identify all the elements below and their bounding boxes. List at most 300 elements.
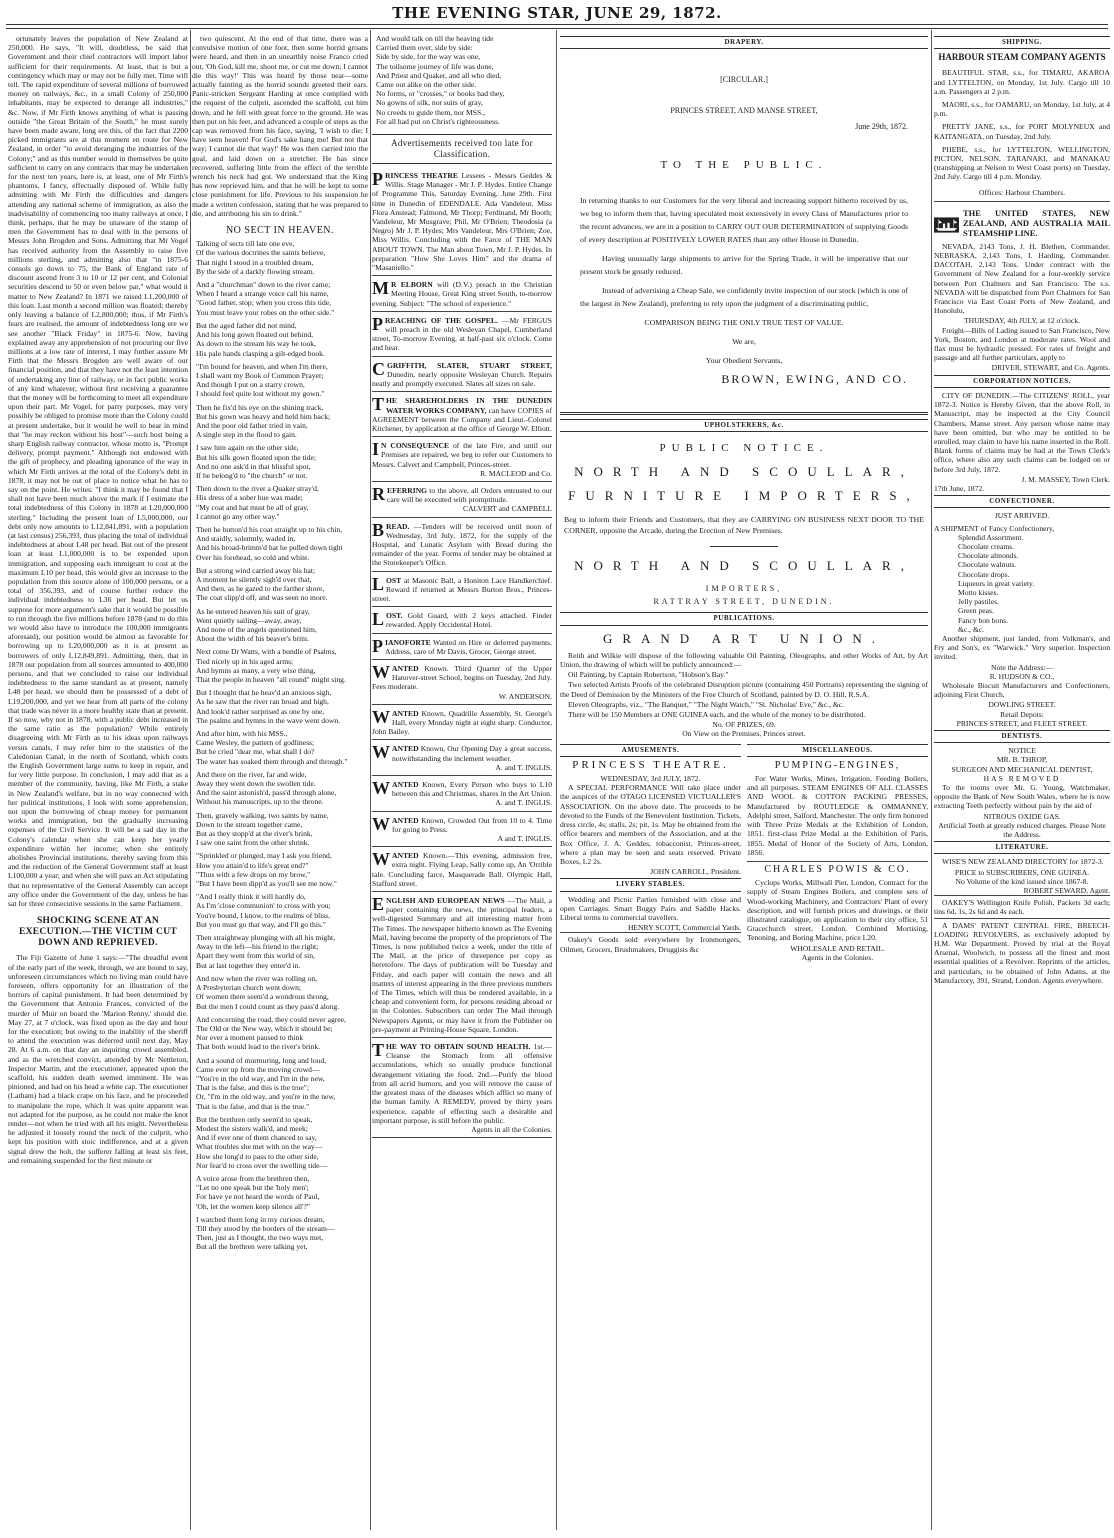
poem-line: And his broad-brimm'd hat he pulled down tight bbox=[196, 543, 343, 553]
poem-line: The water has soaked them through and through." bbox=[196, 756, 348, 766]
poem-line: "Let no one speak but the 'holy men'; bbox=[196, 1183, 309, 1193]
poem-line: That both would lead to the river's brink. bbox=[196, 1042, 321, 1052]
us-line-more: Freight—Bills of Lading issued to San Francisco, New York, Boston, and London at moderate rates. Wool and flax must be hydraulic pressed. For rates of freight and passage and all further particulars, apply to bbox=[934, 325, 1110, 363]
pumping-body: For Water Works, Mines, Irrigation, Feeding Boilers, and all purposes. STEAM ENGINES OF ALL CLASSES AND WOOL & COTTON PACKING PRESSES, Manufactured by ROUTLEDGE & OMMANNEY, Adelphi street, Salford, Manchester. The only firm honored with Three Prize Medals at the Exhibition of London, 1851. first-class Prize Medal at the Exhibition of Paris, 1855. Medal of Honor of the Society of Arts, London, 1856. bbox=[747, 774, 928, 857]
poem-stanza bbox=[192, 688, 368, 725]
poem-line: And staidly, solemnly, waded in, bbox=[196, 534, 296, 544]
poem-stanza bbox=[192, 933, 368, 970]
column-1 bbox=[8, 34, 188, 1534]
drapery-comparison: COMPARISON BEING THE ONLY TRUE TEST OF VALUE. bbox=[644, 318, 844, 328]
masthead-rule bbox=[6, 24, 1108, 25]
ad-signature: R. MACLEOD and Co. bbox=[480, 468, 552, 478]
drop-cap: T bbox=[372, 1040, 385, 1061]
poem-line: And Priest and Quaker, and all who died, bbox=[376, 70, 502, 80]
drop-cap: C bbox=[372, 358, 385, 379]
bottom-ads-row bbox=[560, 742, 928, 962]
drop-cap: P bbox=[372, 169, 383, 190]
north-scoullar-title-2: NORTH AND SCOULLAR, bbox=[574, 557, 914, 573]
poem-line: But all the brethren were talking yet, bbox=[196, 1242, 308, 1252]
classified-ad bbox=[372, 1039, 552, 1138]
poem-line: A single step in the flood to gain. bbox=[196, 430, 297, 440]
livery-body: Wedding and Picnic Parties furnished with close and open Carriages. Smart Buggy Pairs and Saddle Hacks. Liberal terms to commercial travellers. bbox=[560, 894, 741, 922]
poem-line: And his long gown floated out behind, bbox=[196, 330, 314, 340]
poem-line: As down to the stream his way he took, bbox=[196, 339, 317, 349]
classified-ad bbox=[372, 573, 552, 608]
dentist-gas: NITROUS OXIDE GAS. bbox=[983, 811, 1061, 821]
poem-ending bbox=[372, 34, 552, 126]
agents-label: Agents in the Colonies. bbox=[801, 952, 874, 962]
ad-body: Wanted on Hire or deferred payments. Address, care of Mr Davis, Grocer, George street. bbox=[385, 637, 552, 656]
art-union-paragraph: There will be 150 Members at ONE GUINEA each, and the whole of the money to be distributed. bbox=[568, 710, 866, 720]
ship-listing: BEAUTIFUL STAR, s.s., for TIMARU, AKAROA and LYTTELTON, on Monday, 1st July. Cargo till 10 a.m. Passengers at 2 p.m. bbox=[934, 68, 1110, 96]
ad-body: Known, Every Person who buys to L10 between this and Christmas, shares in the Art Union. bbox=[392, 780, 552, 799]
ad-title: ANTED bbox=[392, 663, 419, 673]
drop-cap: B bbox=[372, 519, 385, 540]
poem-stanza bbox=[192, 851, 368, 888]
powis-body: Cyclops Works, Millwall Pier, London, Contract for the supply of Steam Engines Boilers, and complete sets of Wood-working Machinery, and Contractors' Plant of every description, and will furnish prices and drawings, or their illustrated catalogue, on application to their city office, 51 Gracechurch street, London. Combined Mortising, Tenoning, and Boring Machine, price L20. bbox=[747, 878, 928, 943]
princes-fleet: PRINCES STREET, and FLEET STREET. bbox=[956, 718, 1088, 728]
late-ads-heading: Advertisements received too late for Classification. bbox=[372, 134, 552, 164]
art-union-title: GRAND ART UNION. bbox=[602, 630, 886, 646]
column-5 bbox=[934, 34, 1110, 1534]
theatre-signature: JOHN CARROLL, President. bbox=[650, 867, 741, 877]
poem-line: Over his forehead, so cold and white. bbox=[196, 552, 310, 562]
drop-cap: I bbox=[372, 439, 380, 460]
drapery-to-public: TO THE PUBLIC. bbox=[660, 158, 828, 171]
poem-line: Came ever up from the moving crowd— bbox=[196, 1064, 320, 1074]
poem-line: Talking of sects till late one eve, bbox=[196, 239, 295, 249]
poem-line: For have ye not heard the words of Paul, bbox=[196, 1192, 320, 1202]
late-ads-list bbox=[372, 168, 552, 1138]
poem-stanza bbox=[192, 892, 368, 929]
poem-line: And the poor old father tried in vain, bbox=[196, 420, 308, 430]
drapery-paragraph: Instead of advertising a Cheap Sale, we confidently invite inspection of our stock (which is one of the largest in New Zealand), preferring to rely upon the judgment of a discriminating public, bbox=[580, 286, 908, 309]
drop-cap: R bbox=[372, 483, 385, 504]
poem-line: But the aged father did not mind, bbox=[196, 320, 297, 330]
section-head-livery: LIVERY STABLES. bbox=[560, 878, 741, 891]
poem-line: No forms, or "crosses," or books had they, bbox=[376, 89, 505, 99]
classified-ad bbox=[372, 519, 552, 572]
poem-line: "I'm bound for heaven, and when I'm there, bbox=[196, 361, 328, 371]
section-head-miscellaneous: MISCELLANEOUS. bbox=[747, 744, 928, 757]
poem-line: And hymns as many, a very wise thing, bbox=[196, 665, 316, 675]
poem-line: Then, just as I thought, the two ways met, bbox=[196, 1233, 324, 1243]
drapery-paragraph: Having unusually large shipments to arrive for the Spring Trade, it will be imperative that our present stock be greatly reduced. bbox=[580, 254, 908, 277]
art-union-paragraph: Reith and Wilkie will dispose of the following valuable Oil Painting, Oleographs, and other Works of Art, by Art Union, the drawing of which will be publicly announced:— bbox=[560, 650, 928, 670]
column-divider bbox=[370, 30, 371, 1530]
confectionery-item: Chocolate drops. bbox=[958, 569, 1010, 579]
poem-line: "Thus with a few drops on my brow," bbox=[196, 869, 311, 879]
masthead: THE EVENING STAR, JUNE 29, 1872. bbox=[392, 4, 722, 22]
poem-line: And if ever one of them chanced to say, bbox=[196, 1133, 317, 1143]
article-paragraph: ortunately leaves the population of New Zealand at 250,000. He says, "It will, doubtless, be said that Government and their chief contractors will import labor sufficient for their requirements. At least, that is but a contingency which may or may not be fully met. Time will tell. The rapid expenditure of several millions of borrowed money on railways, &c., in a small Colony of 250,000 inhabitants, may be expected to derange all industries," &c. Now, if Mr Firth knows anything of what is passing outside "the Great Britain of the South," he must surely have been made aware, long ere this, of the fact that 2200 picked immigrants are at this moment en route for New Zealand, in order "to avoid deranging the industries of the Colony;" and as this number would in themselves be quite sufficient to carry on any contracts that may be undertaken for the next ten years, here is, at least, one of Mr Firth's phantoms, I fancy, effectually disposed of. While fully admitting with Mr Firth the difficulties and dangers attending any national scheme of immigration, as also the inadvisability of commencing too many railways at once, I think, perhaps, that he may be unaware of the stamp of men the Government has to deal with in the persons of Messrs John Brogden and Sons. Admitting that Mr Vogel has received authority from the Assembly to raise five millions sterling, and admitting also that "in 1875-6 consols go down to 75, the Bank of England rate of discount ascend from 3 to 10 or 12 per cent, and Colonial securities descend to 50 or even below par," what would it matter to New Zealand? In 1871 we raised L1,200,000 of this loan. Last month a second million was floated; thereby only leaving a balance of L2,800,000; thus, if Mr Firth's fears are realised, the amount of indebtedness long ere we see another "Black Friday" in 1875-6. Now, having explained away any apprehension of not procuring our five millions at a low rate of interest, I may further assure Mr Firth that the Messrs Brogden are well aware of our financial position, and that they have not the least intention of undertaking any line of railway, or in fact public works of any kind whatever, without first receiving a guarantee that the money will be forthcoming to meet all expenditure upon their part. Mr Vogel, for party purposes, may very possibly be obliged to promise more than the Colony could at present undertake, but it would be well to bear in mind that "he may reckon without his host"—such host being a sharp English railway contractor, whose motto is, "Prompt delivery, prompt payment." Although not endowed with the gift of prophecy, and pleading ignorance of the way in which Mr Firth arrives at the total of the Colony's debt in 1878, it may not be out of place to notice what he has to say on the point. He writes: "I think it may be found that I shall not have been much above the mark if I estimate the total indebtedness of this Colony in 1878 at L20,000,000 sterling." Including the present loan of L5,000,000, our debt only now amounts to L12,841,891, with a population (at last census) 256,393, thus placing the total of individual indebtedness at about L48 per head. But out of the present loan at least L1,000,000 is to be expended upon immigration, and supposing each immigrant to cost at the maximum L10 per head, this would give an increase to the population from this source alone of 100,000 persons, or a total of 356,393, and of course further reduce the individual indebtedness to L36 per head. But let us suppose for more argument's sake that it would be possible to run through the five millions before 1878 (and to do this we would also have to introduce the 100,000 immigrants aforesaid), our position would be almost as favorable for borrowing up to L20,000,000 as it is at present as borrowers of only L12,849,891. Admitting, then, that in 1878 our population from all sources amounted to 400,000 persons, and that we concluded to raise our individual indebtedness to the same standard as at present, namely L48 per head, we should then be possessed of a debt of L19,200,000, and yet we hear from all parts of the colony that trade was never in a more healthy state than at present. If so now, why not in 1878, with a public debt increased in the same ratio as the population? While entirely disagreeing with Mr Firth as to his ideas upon railways versus canals, I may refer him to the statistics of the Caledonian Canal, in the north of Scotland, which costs the English Government large sums to keep in repair, and for very little purpose. In conclusion, I may add that as a member of the community, having, like Mr Firth, a stake in New Zealand's welfare, but in no way connected with her political institutions, I look with some apprehension, not upon the borrowing of cheap money for permanent works and immigration, but the gradually increasing expenses of the Civil Service. It will be a sad day in the Colony's calendar when she can keep her yearly expenditure within her income; when she entirely abolishes Provincial institutions, thereby saving from this and the reduction of the General Government staff at least L100,000 a year; and when she will pass an Act stipulating that no representative of the General Assembly can accept any office under the Government of the day, unless he has sat for three consecutive sessions in the same Parliament. bbox=[8, 34, 188, 909]
short-rule bbox=[710, 546, 778, 547]
ad-title: ANTED bbox=[392, 780, 419, 789]
ad-title: OST bbox=[386, 575, 402, 585]
poem-line: "Sprinkled or plunged, may I ask you friend, bbox=[196, 851, 332, 861]
steamship-icon bbox=[934, 208, 959, 242]
poem-stanza bbox=[192, 321, 368, 358]
poem-line: But his silk gown floated upon the tide; bbox=[196, 452, 317, 462]
confectionery-item: Chocolate walnuts. bbox=[958, 560, 1017, 570]
poem-line: What troubles she met with on the way— bbox=[196, 1142, 323, 1152]
poem-stanza bbox=[192, 362, 368, 399]
poem-line: But I thought that he heav'd an anxious sigh, bbox=[196, 688, 332, 698]
hudson-name: R. HUDSON & CO., bbox=[989, 671, 1055, 681]
ad-body: will (D.V.) preach in the Christian Meeting House, Great King street South, to-morrow evening. Subject: "The school of experience." bbox=[372, 280, 552, 308]
ad-title: HE WAY TO OBTAIN SOUND HEALTH. bbox=[386, 1042, 531, 1052]
circular-label: [CIRCULAR.] bbox=[720, 75, 768, 85]
poem-line: A moment he silently sigh'd over that, bbox=[196, 574, 312, 584]
section-head-amusements: AMUSEMENTS. bbox=[560, 744, 741, 757]
section-head-shipping: SHIPPING. bbox=[934, 36, 1110, 49]
us-line-signature: DRIVER, STEWART, and Co. Agents. bbox=[991, 363, 1110, 373]
ad-title: READ. bbox=[386, 521, 410, 531]
ad-body: —Mr FERGUS will preach in the old Wesleyan Chapel, Cumberland street, To-morrow Evening, at half-past six o'clock. Come and hear. bbox=[372, 315, 552, 353]
drop-cap: W bbox=[372, 813, 390, 834]
ad-title: IANOFORTE bbox=[385, 637, 431, 647]
drop-cap: W bbox=[372, 742, 390, 763]
poem-line: Or, "I'm in the old way, and you're in the new, bbox=[196, 1092, 336, 1102]
poem-line: Of women there seem'd a wondrous throng, bbox=[196, 992, 329, 1002]
art-union-paragraph: Eleven Oleographs, viz., "The Banquet," "The Night Watch," "St. Nicholas' Eve," &c., &c. bbox=[568, 699, 845, 709]
poem-line: "My coat and hat must be all of gray, bbox=[196, 502, 309, 512]
ad-title: ANTED bbox=[392, 708, 419, 718]
poem-line: "You're in the old way, and I'm in the new, bbox=[196, 1073, 325, 1083]
classified-ad bbox=[372, 813, 552, 848]
poem-line: And a "churchman" down to the river came; bbox=[196, 280, 331, 290]
classified-ad bbox=[372, 313, 552, 357]
oakey-polish-ad: OAKEY'S Wellington Knife Polish, Packets 3d each; tins 6d, 1s, 2s 6d and 4s each. bbox=[934, 895, 1110, 916]
dentist-body: To the rooms over Mr. G. Young, Watchmaker, opposite the Bank of New South Wales, where he is now extracting Teeth perfectly without pain by the aid of bbox=[934, 783, 1110, 811]
ad-signature: A. and T. INGLIS. bbox=[495, 798, 552, 808]
poem-line: Till they stood by the borders of the stream— bbox=[196, 1223, 335, 1233]
confectionery-item: Fancy bon bons. bbox=[958, 615, 1008, 625]
ad-signature: A and T. INGLIS. bbox=[497, 834, 552, 844]
shipment-line: A SHIPMENT of Fancy Confectionery, bbox=[934, 523, 1055, 533]
drop-cap: M bbox=[372, 278, 389, 299]
classified-ad bbox=[372, 848, 552, 892]
poem-line: Away they went down the swollen tide. bbox=[196, 779, 316, 789]
offices-label: Offices: Harbour Chambers. bbox=[934, 188, 1110, 202]
poem-line: I saw him again on the other side, bbox=[196, 443, 299, 453]
poem-line: But at last together they enter'd in. bbox=[196, 960, 301, 970]
poem-line: And would talk on till the heaving tide bbox=[376, 34, 494, 43]
confectionery-item: Jelly pastiles. bbox=[958, 597, 999, 607]
poem-stanza bbox=[192, 607, 368, 644]
poem-stanza bbox=[192, 1056, 368, 1111]
poem-stanza bbox=[192, 403, 368, 440]
ad-body: Dunedin, nearly opposite Wesleyan Church. Repairs neatly and promptly executed. Slates all sizes on sale. bbox=[372, 369, 552, 389]
ad-body: Known, Crowded Out from 10 to 4. Time for going to Press. bbox=[392, 815, 552, 834]
drop-cap: T bbox=[372, 394, 385, 415]
poem-stanza bbox=[192, 974, 368, 1011]
poem-line: Then he button'd his coat straight up to his chin, bbox=[196, 524, 343, 534]
ad-title: ANTED bbox=[392, 851, 419, 861]
poem-line: Away to the left—his friend to the right; bbox=[196, 942, 319, 952]
poem-line: The toilsome journey of life was done, bbox=[376, 61, 494, 71]
drapery-body bbox=[560, 194, 928, 386]
section-head-publications: PUBLICATIONS. bbox=[560, 612, 928, 625]
livery-signature: HENRY SCOTT, Commercial Yards. bbox=[627, 923, 741, 933]
ad-body: Gold Guard, with 2 keys attached. Finder rewarded. Apply Occidental Hotel. bbox=[386, 611, 552, 630]
classified-ad bbox=[372, 438, 552, 482]
corporation-date: 17th June, 1872. bbox=[934, 483, 985, 493]
poem-line: Then, gravely walking, two saints by name, bbox=[196, 810, 329, 820]
poem-line: Next come Dr Watts, with a bundle of Psalms, bbox=[196, 647, 337, 657]
section-head-drapery: DRAPERY. bbox=[560, 36, 928, 49]
poem-line: The Old or the New way, which it should be; bbox=[196, 1023, 333, 1033]
ad-title: EFERRING bbox=[387, 485, 428, 495]
poem-line: But the brethren only seem'd to speak, bbox=[196, 1114, 313, 1124]
another-shipment: Another shipment, just landed, from Volkman's, and Fry and Son's, ex "Warwick." Very superior. Inspection invited. bbox=[934, 633, 1110, 662]
ad-title: GRIFFITH, SLATER, STUART STREET, bbox=[387, 360, 552, 370]
poem-line: And no one ask'd in that blissful spot, bbox=[196, 461, 311, 471]
art-union-paragraph: Two selected Artists Proofs of the celebrated Disruption picture (containing 450 Portraits) representing the signing of the Deed of Demission by the Ministers of the Free Church of Scotland, painted by D. O. Hill, R.S.A. bbox=[560, 680, 928, 699]
poem-stanza bbox=[192, 239, 368, 276]
poem-line: I shall want my Book of Common Prayer; bbox=[196, 370, 324, 380]
poem-stanza bbox=[192, 647, 368, 684]
confectionery-item: Liqueurs in great variety. bbox=[958, 578, 1035, 588]
poem-line: Went quietly sailing—away, away, bbox=[196, 615, 302, 625]
art-union-view: On View on the Premises, Princes street. bbox=[682, 729, 806, 739]
ad-body: Known, Our Opening Day a great success, notwithstanding the inclement weather. bbox=[392, 744, 552, 763]
ad-body: —The Mail, a paper containing the news, the principal leaders, a well-digested Summary and all interesting matter from The Times. The newspaper hitherto known as The Evening Mail, having become the property of the proprietors of The Times, is now published twice a week, under the title of The Mail, at the price of threepence per copy as heretofore. The days of publication will be Tuesday and Friday, and each paper will contain the news and all matters of interest appearing in the three previous numbers of The Times, which will thus be rendered available, in a cheap and convenient form, for persons residing abroad or in the Colonies. Subscribers can order The Mail through Newspapers Agents, or may have it from the Publisher on pre-payment at Printing-House Square, London. bbox=[372, 896, 552, 1034]
poem-line: 'Oh, let the women keep silence all'?" bbox=[196, 1201, 311, 1211]
ship-listing: PHEBE, s.s., for LYTTELTON, WELLINGTON, PICTON, NELSON, TARANAKI, and MANAKAU (transhipping at Nelson to West Coast ports) on Tuesday, 2nd July. Cargo till 4 p.m. Monday. bbox=[934, 144, 1110, 182]
dentist-art: Artificial Teeth at greatly reduced charges. Please Note the Address. bbox=[938, 820, 1106, 840]
ad-body: Known, Quadrille Assembly, St. George's Hall, every Monday night at eight sharp. Conductor, John Bailey. bbox=[372, 708, 552, 737]
column-divider bbox=[931, 30, 932, 1530]
us-line-body: NEVADA, 2143 Tons, J. H. Blethen, Commander. NEBRASKA, 2,143 Tons, I. Harding, Commander. DACOTAH, 2,143 Tons. Under contract with the Government of New Zealand for a four-weekly service between Port Chalmers and San Francisco. The s.s. NEVADA will be dispatched from Port Chalmers for San Francisco via East Coast Ports of New Zealand, and Honolulu, bbox=[934, 241, 1110, 316]
poem-line: But the men I could count as they pass'd along. bbox=[196, 1001, 340, 1011]
poem-line: Tied nicely up in his aged arms; bbox=[196, 656, 294, 666]
poem-line: But his gown was heavy and held him back; bbox=[196, 411, 331, 421]
theatre-title: PRINCESS THEATRE. bbox=[572, 758, 729, 771]
poem-stanza bbox=[192, 1174, 368, 1211]
furniture-importers-title: FURNITURE IMPORTERS, bbox=[568, 487, 920, 503]
poem-line: That is the false, and this is the true"; bbox=[196, 1083, 309, 1093]
ad-title: REACHING OF THE GOSPEL. bbox=[385, 315, 498, 325]
ad-title: R ELBORN bbox=[391, 280, 433, 290]
ad-title: OST. bbox=[386, 611, 403, 621]
poem-line: By the side of a darkly flowing stream. bbox=[196, 266, 315, 276]
poem-line: And look'd rather surprised as one by one, bbox=[196, 706, 325, 716]
poem-line: "And I really think it will hardly do, bbox=[196, 892, 306, 902]
poem-stanza bbox=[192, 1115, 368, 1170]
poem-line: And the saint astonish'd, pass'd through alone, bbox=[196, 788, 337, 798]
ad-body: 1st.—Cleanse the Stomach from all offensive accumulations, which so usually produce functional derangement vitiating the food. 2nd.—Purify the blood from all acrid humors, and you will remove the cause of the greatest mass of the diseases which afflict so many of the human family. A REMEDY, proved by thirty years experience, capable of effecting such a desirable and important purpose, is still before the public. bbox=[372, 1042, 552, 1125]
poem-line: For all had put on Christ's righteousness. bbox=[376, 116, 500, 126]
poem-line: When I heard a strange voice call his name, bbox=[196, 289, 329, 299]
ad-body: —Tenders will be received until noon of Wednesday, 3rd July, 1872, for the supply of the Hospital, and Lunatic Asylum with Bread during the remainder of the year. Forms of tender may be obtained at the Storekeeper's Office. bbox=[372, 521, 552, 568]
masthead-rule-2 bbox=[6, 28, 1108, 29]
poem-line: As I'm 'close communion' to cross with you; bbox=[196, 901, 331, 911]
poem-line: Down to the stream together came, bbox=[196, 819, 303, 829]
classified-ad bbox=[372, 277, 552, 312]
classified-ad bbox=[372, 706, 552, 741]
article-paragraph: two quiescent. At the end of that time, there was a convulsive motion of one foot, then some horrid groans were heard, and then in an unearthly noise Franco cried out, 'Oh God, kill me, shoot me, or cut me down; I cannot die this way!' This was heard by those near—some actually fainting as the horrid sounds greeted their ears. Panic-stricken Sergeant Harding at once complied with the request of the culprit, ascended the scaffold, cut him down, and he fell with great force to the ground. He was then put on his feet, and advanced a couple of steps as the cap was removed from his face, saying, 'I wish to die; I have seen heaven! For God's sake hang me! But not that way; I cannot die that way!' He was then carried into the goal, and laid down on a stretcher. He has since recovered, suffering little from the effect of the terrible wrench his neck had got. We understand that the King has now reprieved him, and that he will be kept to some close punishment for life. Previous to his suspension he made a written confession, stating that he was prepared to die, and attributing his sin to drink." bbox=[192, 34, 368, 218]
poem-stanza bbox=[192, 443, 368, 480]
poem-line: Nor ever a moment paused to think bbox=[196, 1033, 304, 1043]
poem-body bbox=[192, 239, 368, 1251]
poem-line: But a strong wind carried away his hat; bbox=[196, 565, 316, 575]
ship-listing: MAORI, s.s., for OAMARU, on Monday, 1st July, at 4 p.m. bbox=[934, 100, 1110, 119]
adams-revolvers-ad: A DAMS' PATENT CENTRAL FIRE, BREECH-LOADING REVOLVERS, as exclusively adopted by H.M. War Department. Proved by trial at the Royal Arsenal, Woolwich, to possess all the finest and most essential qualities of a Revolver. Reprints of the articles, and particulars, to be obtained of John Adams, at the Manufactory, 391, Strand, London. Agents everywhere. bbox=[934, 918, 1110, 985]
classified-ad bbox=[372, 777, 552, 812]
ad-signature: A. and T. INGLIS. bbox=[495, 762, 552, 772]
poem-line: Apart they went from this world of sin, bbox=[196, 951, 315, 961]
poem-line: Came Wesley, the pattern of godliness; bbox=[196, 738, 315, 748]
column-3 bbox=[372, 34, 552, 1534]
drop-cap: W bbox=[372, 706, 390, 727]
poem-line: And after him, with his MSS., bbox=[196, 729, 288, 739]
classified-ad bbox=[372, 893, 552, 1038]
poem-stanza bbox=[192, 1015, 368, 1052]
poem-line: Carried them over, side by side: bbox=[376, 43, 473, 53]
poem-line: No creeds to guide them, nor MSS., bbox=[376, 107, 486, 117]
ad-title: NGLISH AND EUROPEAN NEWS bbox=[386, 896, 505, 906]
poem-stanza bbox=[192, 280, 368, 317]
section-head-dentists: DENTISTS. bbox=[934, 730, 1110, 743]
drop-cap: L bbox=[372, 573, 385, 594]
poem-stanza bbox=[192, 484, 368, 521]
ad-title: HE SHAREHOLDERS IN THE DUNEDIN WATER WORKS COMPANY, bbox=[386, 396, 552, 415]
art-union-prizes: No. OF PRIZES, 69. bbox=[712, 720, 776, 730]
drapery-date: June 29th, 1872. bbox=[855, 121, 908, 131]
classified-ad bbox=[372, 393, 552, 437]
amusements-column bbox=[560, 742, 741, 962]
poem-line: Nor fear'd to cross over the swelling tide— bbox=[196, 1160, 328, 1170]
poem-line: I saw one saint from the other shrink. bbox=[196, 838, 310, 848]
ad-signature: CALVERT and CAMPBELL bbox=[463, 504, 552, 514]
drop-cap: L bbox=[372, 609, 385, 630]
dentist-title: SURGEON AND MECHANICAL DENTIST, bbox=[951, 764, 1093, 774]
poem-line: A Presbyterian church went down; bbox=[196, 983, 302, 993]
classified-ad bbox=[372, 168, 552, 276]
ad-title: ANTED bbox=[392, 744, 419, 754]
poem-line: If he belong'd to "the church" or not. bbox=[196, 470, 308, 480]
poem-line: His pale hands clasping a gilt-edged book. bbox=[196, 348, 325, 358]
column-4 bbox=[560, 34, 928, 1534]
poem-stanza bbox=[192, 525, 368, 562]
poem-line: Came out alike on the other side. bbox=[376, 80, 477, 90]
poem-line: Of the various doctrines the saints believe, bbox=[196, 248, 326, 258]
column-divider bbox=[556, 30, 557, 1530]
poem-line: And then, as he gazed to the farther shore, bbox=[196, 584, 325, 594]
poem-stanza bbox=[192, 1215, 368, 1252]
poem-line: Modest the sisters walk'd, and meek; bbox=[196, 1123, 308, 1133]
wise-directory: WISE'S NEW ZEALAND DIRECTORY for 1872-3. bbox=[942, 857, 1104, 867]
corporation-signature: J. M. MASSEY, Town Clerk. bbox=[1021, 474, 1110, 484]
poem-line: I watched them long in my curious dream, bbox=[196, 1214, 325, 1224]
drapery-address: PRINCES STREET, AND MANSE STREET, bbox=[670, 106, 818, 116]
column-2 bbox=[192, 34, 368, 1534]
confectionery-item: &c., &c. bbox=[958, 624, 985, 634]
poem-line: And a sound of murmuring, long and loud, bbox=[196, 1055, 327, 1065]
poem-line: How you attain'd to life's great end?" bbox=[196, 860, 309, 870]
poem-line: And concerning the road, they could never agree, bbox=[196, 1014, 346, 1024]
wholesale-label: WHOLESALE AND RETAIL. bbox=[790, 943, 885, 953]
ad-body: of the late Fire, and until our Premises are repaired, we beg to refer our Customers to Messrs. Calvert and Campbell, Princes-street. bbox=[372, 441, 552, 469]
classified-ad bbox=[372, 661, 552, 705]
section-head-corporation: CORPORATION NOTICES. bbox=[934, 375, 1110, 388]
harbour-heading: HARBOUR STEAM COMPANY AGENTS bbox=[938, 52, 1106, 63]
poem-line: But you must go that way, and I'll go this." bbox=[196, 919, 326, 929]
us-line-date: THURSDAY, 4th JULY, at 12 o'clock. bbox=[963, 316, 1081, 326]
ad-body: at Masonic Ball, a Honiton Lace Handkerchief. Reward if returned at Messrs Burton Bros., Princes-street. bbox=[372, 575, 552, 603]
theatre-date: WEDNESDAY, 3rd JULY, 1872. bbox=[600, 774, 701, 784]
ad-title: N CONSEQUENCE bbox=[381, 441, 450, 451]
drapery-paragraph: In returning thanks to our Customers for the very liberal and increasing support hitherto received by us, we beg to inform them that, having speculated most extensively in every Class of Manufactures prior to the recent advances, we are in a position to CARRY OUT OUR DETERMINATION of supplying Goods of every description at POSITIVELY LOWER RATES than any other House in Dunedin. bbox=[580, 196, 908, 245]
poem-line: Without his manuscripts, up to the throne. bbox=[196, 797, 324, 807]
dentist-notice: NOTICE bbox=[1008, 746, 1036, 756]
theatre-body: A SPECIAL PERFORMANCE Will take place under the auspices of the OTAGO LICENSED VICTUALLER'S ASSOCIATION. On the above date. The proceeds to be devoted to the Funds of the Benevolent Institution. Tickets, dress circle, 4s; stalls, 2s; pit, 1s. May be obtained from the office bearers and members of the Association, and at the Box Office, J. A. Geddes, tobacconist, Princes-street, where a plan may be seen and seats reserved. Private Boxes, L2 2s. bbox=[560, 783, 741, 866]
just-arrived: JUST ARRIVED. bbox=[994, 511, 1050, 521]
poem-line: Side by side, for the way was one, bbox=[376, 52, 480, 62]
poem-line: As he saw that the river ran broad and high, bbox=[196, 697, 329, 707]
article-headline: SHOCKING SCENE AT AN EXECUTION.—THE VICTIM CUT DOWN AND REPRIEVED. bbox=[18, 916, 178, 949]
drop-cap: P bbox=[372, 313, 383, 334]
retail-depots: Retail Depots: bbox=[1000, 709, 1044, 719]
classified-ad bbox=[372, 635, 552, 660]
section-head-upholsterers: UPHOLSTERERS, &c. bbox=[560, 419, 928, 432]
ad-body: Known. Third Quarter of the Upper Hanover-street School, begins on Tuesday, 2nd July. Fees moderate. bbox=[372, 663, 552, 692]
dentist-removed: HAS REMOVED bbox=[983, 773, 1061, 783]
poem-line: And none of the angels questioned him, bbox=[196, 624, 317, 634]
rattray-street-label: RATTRAY STREET, DUNEDIN. bbox=[653, 597, 835, 607]
poem-line: Then down to the river a Quaker stray'd, bbox=[196, 484, 319, 494]
poem-line: The coat slipp'd off, and was seen no more. bbox=[196, 593, 328, 603]
poem-line: That night I stood in a troubled dream, bbox=[196, 257, 314, 267]
ad-signature: Agents in all the Colonies. bbox=[471, 1124, 552, 1134]
ad-body: Known.—This evening, admission free, extra night. Flying Leap, Sally come up, An 'Orrible tale. Concluding farce, Masquerade Ball. Olympic Hall, Stafford street. bbox=[372, 851, 552, 888]
art-union-paragraph: Oil Painting, by Captain Robertson, "Hobson's Bay." bbox=[568, 670, 729, 680]
confectionery-item: Chocolate almonds. bbox=[958, 551, 1019, 561]
hudson-body: Wholesale Biscuit Manufacturers and Confectioners, adjoining First Church, bbox=[934, 680, 1110, 700]
poem-line: But he cried "dear me, what shall I do? bbox=[196, 747, 315, 757]
poem-line: Then he fix'd his eye on the shining track, bbox=[196, 402, 324, 412]
poem-line: That is the false, and that is the true." bbox=[196, 1101, 310, 1111]
pumping-title: PUMPING-ENGINES, bbox=[774, 759, 901, 771]
confectionery-item: Green peas. bbox=[958, 606, 994, 616]
drapery-we-are: We are, bbox=[732, 337, 756, 347]
section-rule bbox=[560, 412, 928, 415]
classified-ad bbox=[372, 741, 552, 776]
poem-line: "But I have been dipp'd as you'll see me now." bbox=[196, 879, 337, 889]
poem-line: Then straightway plunging with all his might, bbox=[196, 933, 335, 943]
dentist-name: MR. B. THROP, bbox=[996, 755, 1048, 765]
classified-ad bbox=[372, 358, 552, 393]
drapery-signature: BROWN, EWING, AND CO. bbox=[721, 372, 908, 387]
poem-line: As he entered heaven his suit of gray, bbox=[196, 606, 310, 616]
poem-line: You must leave your robes on the other side." bbox=[196, 307, 335, 317]
section-head-literature: LITERATURE. bbox=[934, 841, 1110, 854]
poem-line: And now when the river was rolling on, bbox=[196, 973, 318, 983]
ad-title: RINCESS THEATRE bbox=[385, 171, 458, 181]
poem-line: And there on the river, far and wide, bbox=[196, 769, 307, 779]
poem-line: I cannot go any other way." bbox=[196, 511, 280, 521]
directory-price: PRICE to SUBSCRIBERS, ONE GUINEA. bbox=[954, 867, 1090, 877]
directory-agent: ROBERT SEWARD, Agent. bbox=[1023, 886, 1110, 896]
poem-line: How she long'd to pass to the other side, bbox=[196, 1151, 319, 1161]
directory-note: No Volume of the kind issued since 1867-8. bbox=[955, 876, 1089, 886]
poem-stanza bbox=[192, 566, 368, 603]
poem-line: No gowns of silk, nor suits of gray, bbox=[376, 98, 483, 108]
poem-line: The psalms and hymns in the wave went down. bbox=[196, 715, 341, 725]
importers-label: IMPORTERS, bbox=[705, 584, 783, 594]
public-notice-title: PUBLIC NOTICE. bbox=[659, 442, 829, 455]
